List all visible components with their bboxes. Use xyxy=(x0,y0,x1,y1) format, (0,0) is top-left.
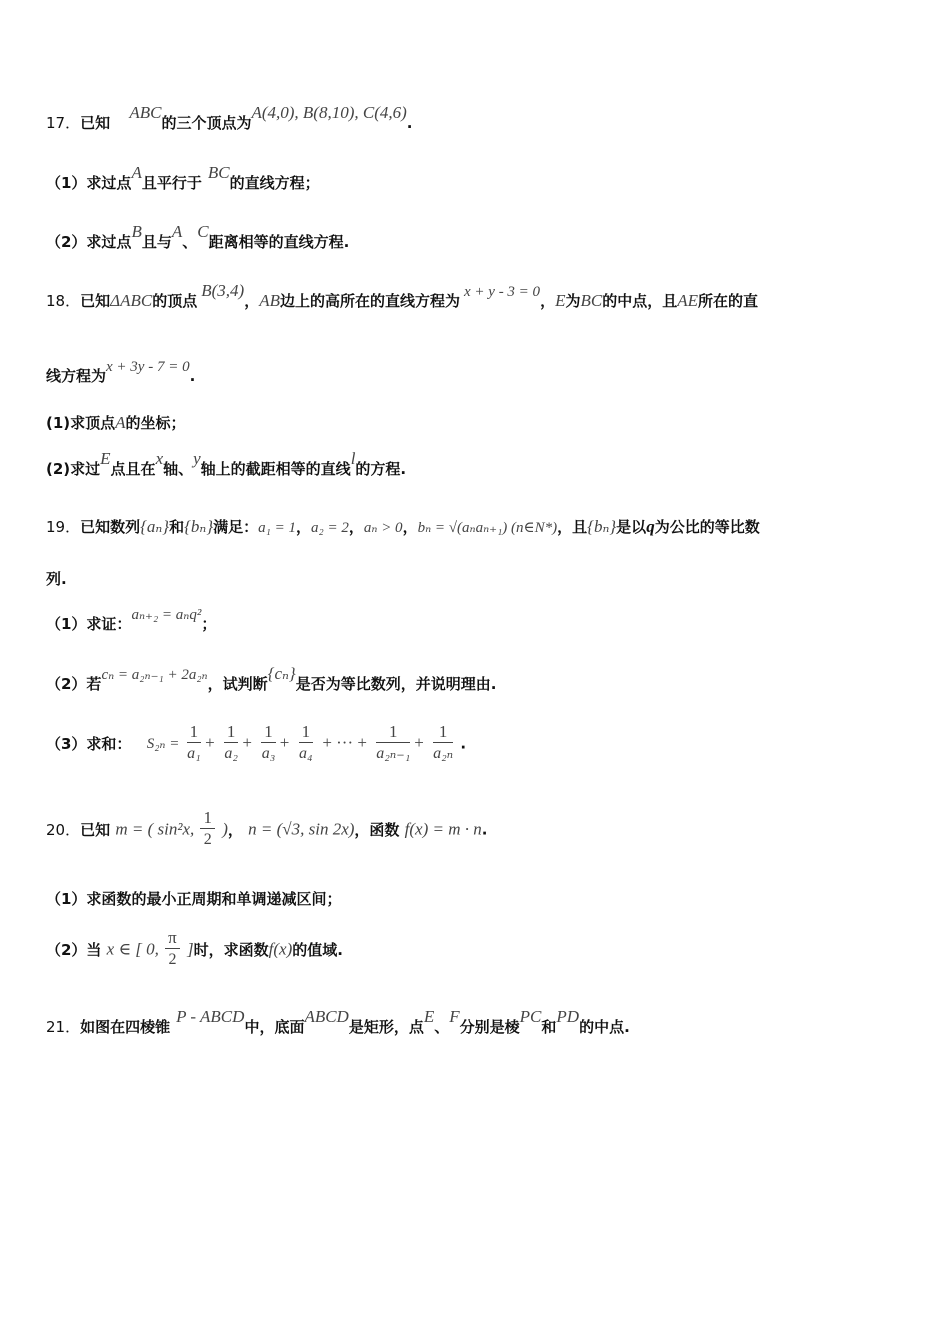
q18-number: 18． xyxy=(46,292,81,310)
q20-part2: （2）当 x ∈ [ 0, $\frac{\pi}{2}$ ]时，求函数f(x)的值域. xyxy=(46,928,343,971)
fraction-1-a4: $\frac{1}{\text{a₄}}$ xyxy=(299,722,313,762)
q19-stem: 19．已知数列{aₙ}和{bₙ}满足：a₁ = 1，a₂ = 2，aₙ > 0，bₙ = √(aₙaₙ₊₁) (n∈N*)，且{bₙ}是以q为公比的等比数 xyxy=(46,517,760,536)
fraction-1-a2n: $\frac{1}{\text{a₂ₙ}}$ xyxy=(433,722,454,762)
q18-part1: (1)求顶点A的坐标； xyxy=(46,413,186,432)
fraction-half: $\frac{1}{2}$ xyxy=(200,808,215,851)
fraction-1-a3: $\frac{1}{\text{a₃}}$ xyxy=(261,722,276,762)
fraction-pi-over-2: $\frac{\pi}{2}$ xyxy=(165,928,180,971)
fraction-1-a2: $\frac{1}{\text{a₂}}$ xyxy=(224,722,238,762)
q18-part2: (2)求过E点且在x轴、y轴上的截距相等的直线l的方程. xyxy=(46,449,407,478)
q17-part1: （1）求过点A且平行于BC的直线方程； xyxy=(46,163,320,192)
q21-stem: 21．如图在四棱锥P - ABCD中，底面ABCD是矩形，点E、F分别是棱PC和PD的中点. xyxy=(46,1007,630,1036)
q19-part2: （2）若cₙ = a₂ₙ₋₁ + 2a₂ₙ，试判断{cₙ}是否为等比数列，并说明理由. xyxy=(46,664,497,693)
fraction-1-a1: $\frac{1}{\text{a₁}}$ xyxy=(187,722,201,762)
vector-m: m = ( sin²x, xyxy=(115,819,199,839)
vector-n: n = (√3, sin 2x) xyxy=(248,819,355,839)
q19-number: 19． xyxy=(46,518,81,536)
q17-vertices: A(4,0), B(8,10), C(4,6) xyxy=(251,103,407,122)
q20-stem: 20．已知 m = ( sin²x, $\frac{1}{2}$ )， n = (√3, sin 2x)，函数 f(x) = m · n. xyxy=(46,808,487,851)
q17-number: 17． xyxy=(46,114,81,132)
q18-stem: 18．已知ΔABC的顶点B(3,4)，AB边上的高所在的直线方程为 x + y - 3 = 0，E为BC的中点，且AE所在的直 xyxy=(46,281,759,310)
q19-part3: （3）求和： S₂ₙ = $\frac{1}{\text{a₁}}$ + $\frac{1}{\text{a₂}}$ + $\frac{1}{\text{a₃}}$ + $\frac{1}{\text{a₄}}$ + ··· + $\frac{1}{\text{a₂ₙ₋₁}}$ + $\frac{1}{\text{a₂ₙ}}$ . xyxy=(46,722,466,765)
q17-stem: 17．已知 ABC的三个顶点为A(4,0), B(8,10), C(4,6). xyxy=(46,103,413,132)
function-f: f(x) = m · n xyxy=(404,819,482,839)
q17-part2: （2）求过点B且与A、C距离相等的直线方程. xyxy=(46,222,350,251)
q21-number: 21． xyxy=(46,1018,81,1036)
q18-stem-line2: 线方程为x + 3y - 7 = 0. xyxy=(46,359,196,385)
q20-number: 20． xyxy=(46,821,81,839)
q20-part1: （1）求函数的最小正周期和单调递减区间； xyxy=(46,890,342,908)
q19-stem-line2: 列. xyxy=(46,570,67,588)
triangle-ABC: ABC xyxy=(129,103,162,122)
fraction-1-a2n-1: $\frac{1}{\text{a₂ₙ₋₁}}$ xyxy=(376,722,411,762)
q19-part1: （1）求证：aₙ₊₂ = aₙq²； xyxy=(46,607,217,633)
